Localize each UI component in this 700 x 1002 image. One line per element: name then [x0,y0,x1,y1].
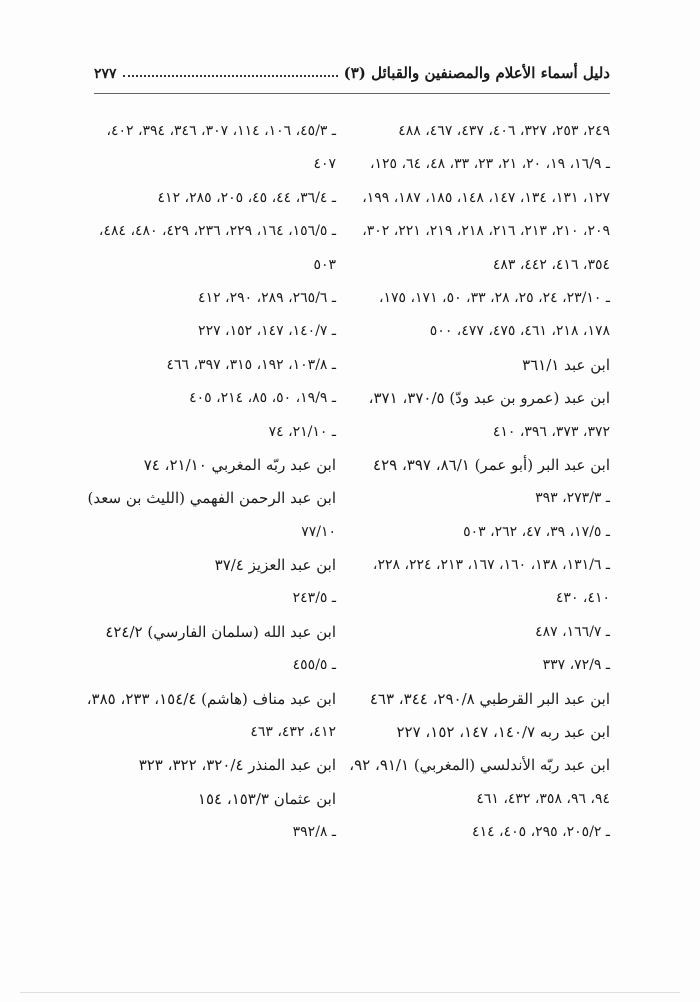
index-line: ـ ٢٣/١٠، ٢٤، ٢٥، ٢٨، ٣٣، ٥٠، ١٧١، ١٧٥، [378,289,610,306]
index-line: ٣٧٢، ٣٧٣، ٣٩٦، ٤١٠ [492,423,610,440]
index-line: ـ ١٠٣/٨، ١٩٢، ٣١٥، ٣٩٧، ٤٦٦ [166,356,336,373]
index-column-right [349,116,610,851]
index-line: ابن عثمان ١٥٣/٣، ١٥٤ [197,789,336,808]
index-line: ـ ١٦٦/٧، ٤٨٧ [535,623,610,640]
index-line: ابن عبد البر القرطبي ٢٩٠/٨، ٣٤٤، ٤٦٣ [369,689,610,708]
index-line: ـ ٢٧٣/٣، ٣٩٣ [535,490,610,507]
page-number: ٢٧٧ [94,66,117,82]
index-line: ابن عبد الله (سلمان الفارسي) ٤٢٤/٢ [105,622,336,641]
index-line: ١٢٧، ١٣١، ١٣٤، ١٤٧، ١٤٨، ١٨٥، ١٨٧، ١٩٩، [362,189,610,206]
index-line: ابن عبد الرحمن الفهمي (الليث بن سعد) [87,489,336,508]
index-line: ـ ١٣١/٦، ١٣٨، ١٦٠، ١٦٧، ٢١٣، ٢٢٤، ٢٢٨، [372,557,610,574]
index-line: ٢٤٩، ٢٥٣، ٣٢٧، ٤٠٦، ٤٣٧، ٤٦٧، ٤٨٨ [398,123,610,139]
index-line: ـ ٣٦/٤، ٤٤، ٤٥، ٢٠٥، ٢٨٥، ٤١٢ [157,189,336,206]
index-line: ٩٤، ٩٦، ٣٥٨، ٤٣٢، ٤٦١ [476,790,610,807]
index-line: ابن عبد ربه ١٤٠/٧، ١٤٧، ١٥٢، ٢٢٧ [396,723,610,742]
index-line: ٤٠٧ [313,156,336,173]
header-dot-leader [123,75,338,77]
index-line: ابن عبد المنذر ٣٢٠/٤، ٣٢٢، ٣٢٣ [138,756,336,775]
index-line: ابن عبد البر (أبو عمر) ٨٦/١، ٣٩٧، ٤٢٩ [373,455,610,474]
running-header [94,64,610,88]
index-line: ـ ١٥٦/٥، ١٦٤، ٢٢٩، ٢٣٦، ٤٢٩، ٤٨٠، ٤٨٤، [98,223,336,240]
index-line: ـ ٧٢/٩، ٣٣٧ [542,657,610,674]
index-line: ـ ١٤٠/٧، ١٤٧، ١٥٢، ٢٢٧ [198,323,336,340]
index-line: ٤١٢، ٤٣٢، ٤٦٣ [250,724,336,741]
index-line: ابن عبد العزيز ٣٧/٤ [214,556,336,575]
index-line: ابن عبد ٣٦١/١ [522,355,610,374]
footer-rule [20,992,680,993]
index-line: ـ ١٦/٩، ١٩، ٢٠، ٢١، ٢٣، ٣٣، ٤٨، ٦٤، ١٢٥، [369,156,610,173]
index-line: ١٧٨، ٢١٨، ٤٦١، ٤٧٥، ٤٧٧، ٥٠٠ [429,323,610,340]
index-line: ابن عبد (عمرو بن عبد ودّ) ٣٧٠/٥، ٣٧١، [368,389,610,408]
index-line: ـ ١٩/٩، ٥٠، ٨٥، ٢١٤، ٤٠٥ [189,390,336,407]
index-line: ابن عبد ربّه الأندلسي (المغربي) ٩١/١، ٩٢، [349,756,610,775]
index-line: ٣٥٤، ٤١٦، ٤٤٢، ٤٨٣ [492,256,610,273]
index-line: ـ ١٧/٥، ٣٩، ٤٧، ٢٦٢، ٥٠٣ [463,523,610,540]
index-line: ابن عبد مناف (هاشم) ١٥٤/٤، ٢٣٣، ٣٨٥، [86,689,336,708]
index-line: ٧٧/١٠ [301,523,336,540]
index-line: ـ ٢٠٥/٢، ٢٩٥، ٤٠٥، ٤١٤ [472,824,610,841]
index-line: ابن عبد ربّه المغربي ٢١/١٠، ٧٤ [143,455,336,474]
index-line: ٥٠٣ [313,256,336,273]
index-line: ٢٠٩، ٢١٠، ٢١٣، ٢١٦، ٢١٨، ٢١٩، ٢٢١، ٣٠٢، [362,223,610,240]
index-line: ـ ٢٤٣/٥ [292,590,336,607]
index-line: ـ ٢٦٥/٦، ٢٨٩، ٢٩٠، ٤١٢ [198,289,336,306]
index-line: ٤١٠، ٤٣٠ [555,590,610,607]
index-column-left [86,116,336,851]
index-line: ـ ٤٥٥/٥ [292,657,336,674]
header-title: دليل أسماء الأعلام والمصنفين والقبائل (٣) [343,64,610,82]
index-line: ـ ٢١/١٠، ٧٤ [268,423,336,440]
index-line: ـ ٣٩٢/٨ [292,824,336,841]
header-rule [94,93,610,94]
index-line: ـ ٤٥/٣، ١٠٦، ١١٤، ٣٠٧، ٣٤٦، ٣٩٤، ٤٠٢، [106,123,336,139]
